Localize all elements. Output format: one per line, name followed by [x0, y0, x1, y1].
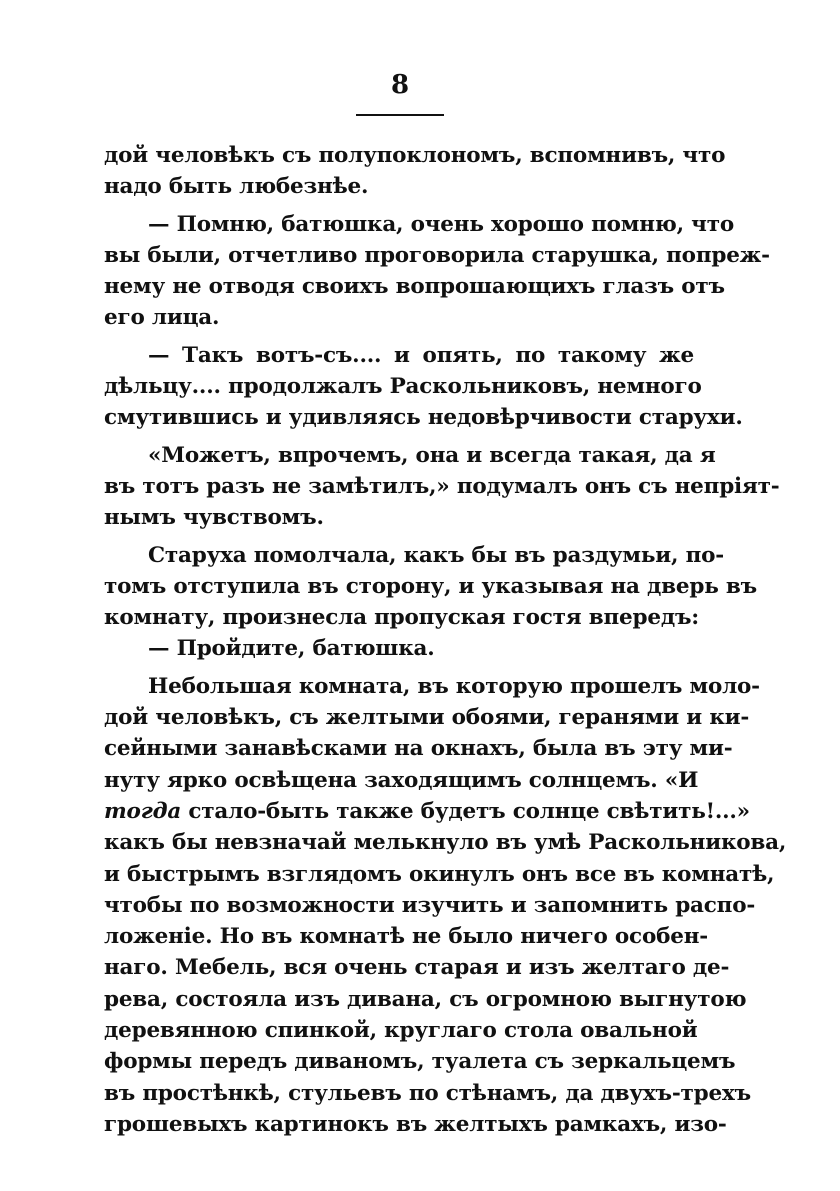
italic-word: тогда — [104, 798, 182, 824]
text-line: нуту ярко освѣщена заходящимъ солнцемъ. «И — [104, 767, 699, 793]
text-line: надо быть любезнѣе. — [104, 174, 369, 200]
text-line: «Можетъ, впрочемъ, она и всегда такая, да я — [148, 442, 716, 468]
text-line-rest: стало-быть также будетъ солнце свѣтить!...» — [181, 798, 750, 824]
text-line: грошевыхъ картинокъ въ желтыхъ рамкахъ, изо- — [104, 1111, 727, 1137]
text-line: въ простѣнкѣ, стульевъ по стѣнамъ, да двухъ-трехъ — [104, 1080, 751, 1106]
text-line: комнату, произнесла пропуская гостя впередъ: — [104, 605, 699, 631]
text-line: — Пройдите, батюшка. — [148, 636, 435, 662]
page-number: 8 — [390, 70, 410, 100]
text-line: формы передъ диваномъ, туалета съ зеркальцемъ — [104, 1049, 736, 1075]
text-line: дой человѣкъ съ полупоклономъ, вспомнивъ, что — [104, 143, 726, 168]
text-line: смутившись и удивляясь недовѣрчивости старухи. — [104, 405, 743, 431]
text-line: Старуха помолчала, какъ бы въ раздумьи, по- — [148, 542, 724, 568]
header-rule — [356, 114, 444, 116]
text-line: — Такъ вотъ-съ.... и опять, по такому же — [148, 342, 694, 368]
text-line: его лица. — [104, 305, 220, 331]
text-line: томъ отступила въ сторону, и указывая на дверь въ — [104, 573, 757, 599]
text-line: вы были, отчетливо проговорила старушка, попреж- — [104, 242, 770, 268]
text-line: ложеніе. Но въ комнатѣ не было ничего особен- — [104, 924, 708, 950]
text-line: въ тотъ разъ не замѣтилъ,» подумалъ онъ съ непріят- — [104, 473, 780, 499]
text-line: — Помню, батюшка, очень хорошо помню, что — [148, 211, 734, 237]
text-line — [104, 796, 750, 827]
body-text — [104, 140, 787, 1140]
text-line: и быстрымъ взглядомъ окинулъ онъ все въ комнатѣ, — [104, 861, 775, 887]
text-line: рева, состояла изъ дивана, съ огромною выгнутою — [104, 986, 747, 1012]
text-line: наго. Мебель, вся очень старая и изъ желтаго де- — [104, 955, 730, 981]
text-line: дой человѣкъ, съ желтыми обоями, геранями и ки- — [104, 705, 750, 731]
text-line: нему не отводя своихъ вопрошающихъ глазъ отъ — [104, 274, 725, 300]
text-line: дѣльцу.... продолжалъ Раскольниковъ, немного — [104, 374, 702, 400]
text-line: чтобы по возможности изучить и запомнить распо- — [104, 892, 756, 918]
text-line: нымъ чувствомъ. — [104, 505, 324, 531]
text-line: деревянною спинкой, круглаго стола овальной — [104, 1018, 698, 1044]
text-line: сейными занавѣсками на окнахъ, была въ эту ми- — [104, 736, 733, 762]
text-line: Небольшая комната, въ которую прошелъ моло- — [148, 673, 760, 699]
text-line: какъ бы невзначай мелькнуло въ умѣ Раскольникова, — [104, 830, 787, 856]
